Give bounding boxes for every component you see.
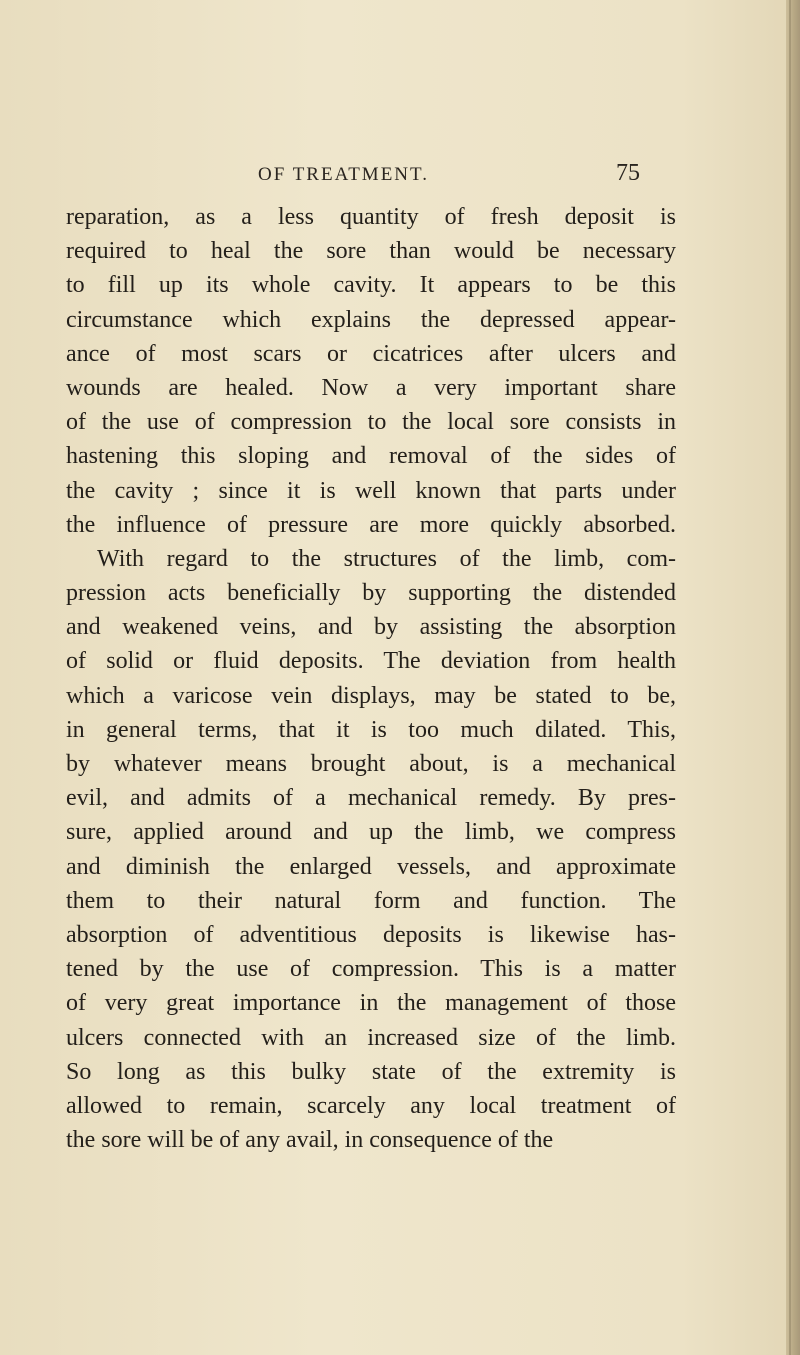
text-line: by whatever means brought about, is a mechanical (66, 751, 676, 777)
text-line: of solid or fluid deposits. The deviation from health (66, 648, 676, 675)
text-line: and diminish the enlarged vessels, and approximate (66, 853, 676, 880)
text-line: With regard to the structures of the limb, com- (97, 545, 676, 572)
text-line: allowed to remain, scarcely any local treatment of (66, 1092, 676, 1119)
text-line: in general terms, that it is too much dilated. This, (66, 716, 676, 743)
page-number: 75 (616, 160, 640, 186)
text-line: which a varicose vein displays, may be stated to be, (66, 682, 676, 709)
text-line: reparation, as a less quantity of fresh deposit is (66, 204, 676, 230)
text-line: absorption of adventitious deposits is likewise has- (66, 921, 676, 948)
text-line: sure, applied around and up the limb, we compress (66, 819, 676, 846)
running-head: OF TREATMENT. (258, 164, 429, 185)
text-line: pression acts beneficially by supporting the distended (66, 580, 676, 607)
text-line: the influence of pressure are more quickly absorbed. (66, 511, 676, 538)
text-line: circumstance which explains the depressed appear- (66, 306, 676, 333)
body-text (66, 200, 676, 1157)
text-line: to fill up its whole cavity. It appears to be this (66, 272, 676, 299)
text-line: of very great importance in the management of those (66, 990, 676, 1017)
page-edge-line (789, 0, 791, 1355)
text-line: hastening this sloping and removal of the sides of (66, 443, 676, 470)
page-header (258, 162, 678, 192)
text-line: of the use of compression to the local sore consists in (66, 409, 676, 436)
text-line: the cavity ; since it is well known that parts under (66, 477, 676, 504)
text-line: and weakened veins, and by assisting the absorption (66, 614, 676, 641)
text-line: tened by the use of compression. This is a matter (66, 956, 676, 983)
text-line: ance of most scars or cicatrices after ulcers and (66, 340, 676, 367)
text-line: required to heal the sore than would be necessary (66, 238, 676, 265)
text-line: So long as this bulky state of the extremity is (66, 1058, 676, 1085)
text-line: ulcers connected with an increased size of the limb. (66, 1024, 676, 1051)
text-line: evil, and admits of a mechanical remedy. By pres- (66, 785, 676, 812)
text-line: them to their natural form and function. The (66, 887, 676, 914)
text-line: wounds are healed. Now a very important share (66, 374, 676, 401)
text-line: the sore will be of any avail, in consequence of the (66, 1127, 554, 1154)
